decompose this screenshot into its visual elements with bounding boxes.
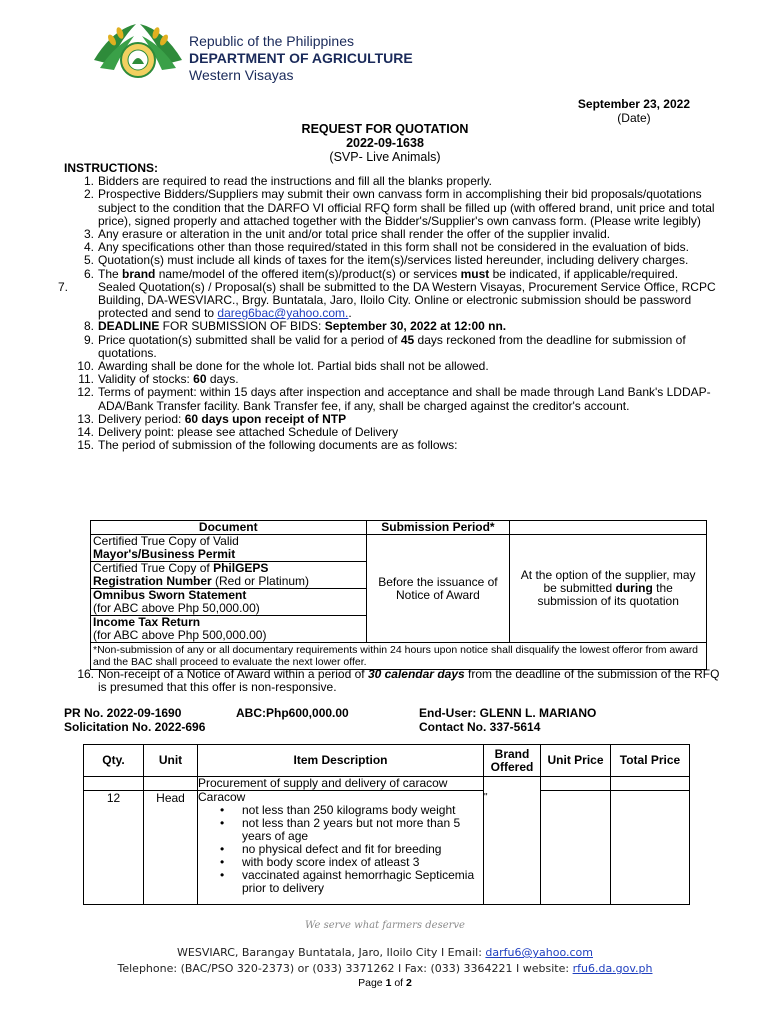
abc-amount: ABC:Php600,000.00	[236, 706, 349, 720]
col-unit: Unit	[144, 745, 198, 777]
instruction-item: 3. Any erasure or alteration in the unit and/or total price shall render the offer of the supplier invalid.	[83, 227, 611, 242]
deadline-date: September 30, 2022 at 12:00 nn.	[324, 319, 507, 334]
list-item: • not less than 2 years but not more than 5 years of age	[220, 817, 483, 843]
doc-omnibus-statement: Omnibus Sworn Statement (for ABC above Php 50,000.00)	[91, 589, 367, 616]
table-row	[84, 791, 690, 905]
col-brand: Brand Offered	[484, 745, 541, 777]
bac-email-link[interactable]: dareg6bac@yahoo.com.	[217, 306, 349, 321]
item-total-price	[611, 791, 690, 905]
item-unit: Head	[144, 791, 198, 905]
date-label: (Date)	[617, 111, 651, 125]
instruction-item: 12. Terms of payment: within 15 days after inspection and acceptance and shall be made through Land Bank's LDDAP-ADA/Bank Transfer facility. Bank Transfer fee, if any, shall be charged against the creditor's account.	[77, 385, 711, 413]
list-item: • no physical defect and fit for breeding	[220, 843, 483, 856]
item-spec-list	[198, 804, 483, 895]
title-main: REQUEST FOR QUOTATION	[301, 122, 469, 136]
instruction-item: 11. Validity of stocks: 60 days.	[78, 372, 239, 387]
pr-number: PR No. 2022-09-1690	[64, 706, 182, 720]
doc-income-tax-return: Income Tax Return (for ABC above Php 500,000.00)	[91, 616, 367, 643]
instruction-item: 4. Any specifications other than those required/stated in this form shall not be considered in the evaluation of bids.	[83, 240, 690, 255]
list-item: • not less than 250 kilograms body weight	[220, 804, 483, 817]
department-name: DEPARTMENT OF AGRICULTURE	[189, 50, 413, 66]
doc-table-note: *Non-submission of any or all documentary requirements within 24 hours upon notice shall disqualify the lowest offeror from award and the BAC shall proceed to evaluate the next lower offer.	[91, 643, 707, 670]
instruction-item: 15. The period of submission of the following documents are as follows:	[77, 438, 458, 453]
doc-philgeps: Certified True Copy of PhilGEPS Registration Number (Red or Platinum)	[91, 562, 367, 589]
letterhead	[92, 20, 492, 90]
table-row	[84, 777, 690, 791]
pr-info	[64, 706, 205, 734]
doc-submission-period: Before the issuance of Notice of Award	[366, 535, 510, 643]
instruction-item: 2. Prospective Bidders/Suppliers may submit their own canvass form in accomplishing their bid proposals/quotations subject to the condition that the DARFO VI official RFQ form shall be filled up (with offered brand, unit price and total price), signed properly and attached together with the Bidder's/Supplier's own canvass form. (Please write legibly)	[83, 187, 715, 228]
item-brand-offered: "	[484, 791, 541, 905]
instruction-item: 9. Price quotation(s) submitted shall be valid for a period of 45 days reckoned from the deadline for submission of quotations.	[83, 332, 686, 360]
instruction-item: 14. Delivery point: please see attached Schedule of Delivery	[77, 425, 399, 440]
instruction-item: 10. Awarding shall be done for the whole lot. Partial bids shall not be allowed.	[77, 359, 489, 374]
end-user-info	[419, 706, 596, 734]
region-name: Western Visayas	[189, 67, 294, 83]
document-title	[0, 122, 770, 164]
instruction-item: 1. Bidders are required to read the instructions and fill all the blanks properly.	[83, 174, 492, 189]
footer-website-link[interactable]: rfu6.da.gov.ph	[572, 962, 653, 975]
item-intro: Procurement of supply and delivery of caracow	[198, 777, 484, 791]
page-number: Page 1 of 2	[358, 977, 412, 989]
col-total-price: Total Price	[611, 745, 690, 777]
instructions-section	[58, 161, 724, 453]
doc-table-header-document: Document	[91, 521, 367, 535]
footer-email-link[interactable]: darfu6@yahoo.com	[485, 946, 593, 959]
department-of-agriculture-logo	[92, 20, 184, 86]
doc-submission-option: At the option of the supplier, may be submitted during the submission of its quotation	[510, 535, 707, 643]
footer-address: WESVIARC, Barangay Buntatala, Jaro, Iloilo City I Email: darfu6@yahoo.com	[177, 946, 593, 959]
col-unit-price: Unit Price	[541, 745, 611, 777]
republic-label: Republic of the Philippines	[189, 33, 354, 49]
instruction-item: 6. The brand name/model of the offered item(s)/product(s) or services must be indicated, if applicable/required.	[83, 266, 679, 281]
instruction-item: 5. Quotation(s) must include all kinds of taxes for the item(s)/services listed hereunder, including delivery charges.	[83, 253, 689, 268]
date-value: September 23, 2022	[577, 97, 690, 111]
footer-contact: Telephone: (BAC/PSO 320-2373) or (033) 3371262 I Fax: (033) 3364221 I website: rfu6.da.gov.ph	[117, 962, 653, 975]
rfq-number: 2022-09-1638	[346, 136, 424, 150]
doc-mayors-permit: Certified True Copy of Valid Mayor's/Business Permit	[91, 535, 367, 562]
contact-number: Contact No. 337-5614	[419, 720, 541, 734]
instructions-heading: INSTRUCTIONS:	[64, 161, 158, 175]
items-table	[83, 744, 690, 905]
list-item: • vaccinated against hemorrhagic Septicemia prior to delivery	[220, 869, 483, 895]
instruction-item: 7. Sealed Quotation(s) / Proposal(s) shall be submitted to the DA Western Visayas, Procurement Service Office, RCPC Building, DA-WESVIARC., Brgy. Buntatala, Jaro, Iloilo City. Online or electronic submission should be password protected and send to dareg6bac@yahoo.com..	[58, 279, 716, 321]
list-item: • with body score index of atleast 3	[220, 856, 483, 869]
item-qty: 12	[84, 791, 144, 905]
document-requirements-table	[90, 520, 707, 670]
footer-motto: We serve what farmers deserve	[305, 920, 465, 931]
instruction-item: 8. DEADLINE FOR SUBMISSION OF BIDS: September 30, 2022 at 12:00 nn.	[83, 319, 507, 334]
rfq-category: (SVP- Live Animals)	[329, 150, 441, 164]
item-unit-price	[541, 791, 611, 905]
date-block	[578, 97, 690, 125]
solicitation-number: Solicitation No. 2022-696	[64, 720, 206, 734]
end-user: End-User: GLENN L. MARIANO	[419, 706, 597, 720]
col-qty: Qty.	[84, 745, 144, 777]
item-name: Caracow	[198, 790, 246, 804]
item-description	[198, 791, 484, 905]
instruction-item: 13. Delivery period: 60 days upon receipt of NTP	[77, 411, 347, 426]
instruction-16: 16. Non-receipt of a Notice of Award within a period of 30 calendar days from the deadline of the submission of the RFQ is presumed that this offer is non-responsive.	[77, 667, 720, 695]
col-description: Item Description	[198, 745, 484, 777]
doc-table-header-period: Submission Period*	[366, 521, 510, 535]
